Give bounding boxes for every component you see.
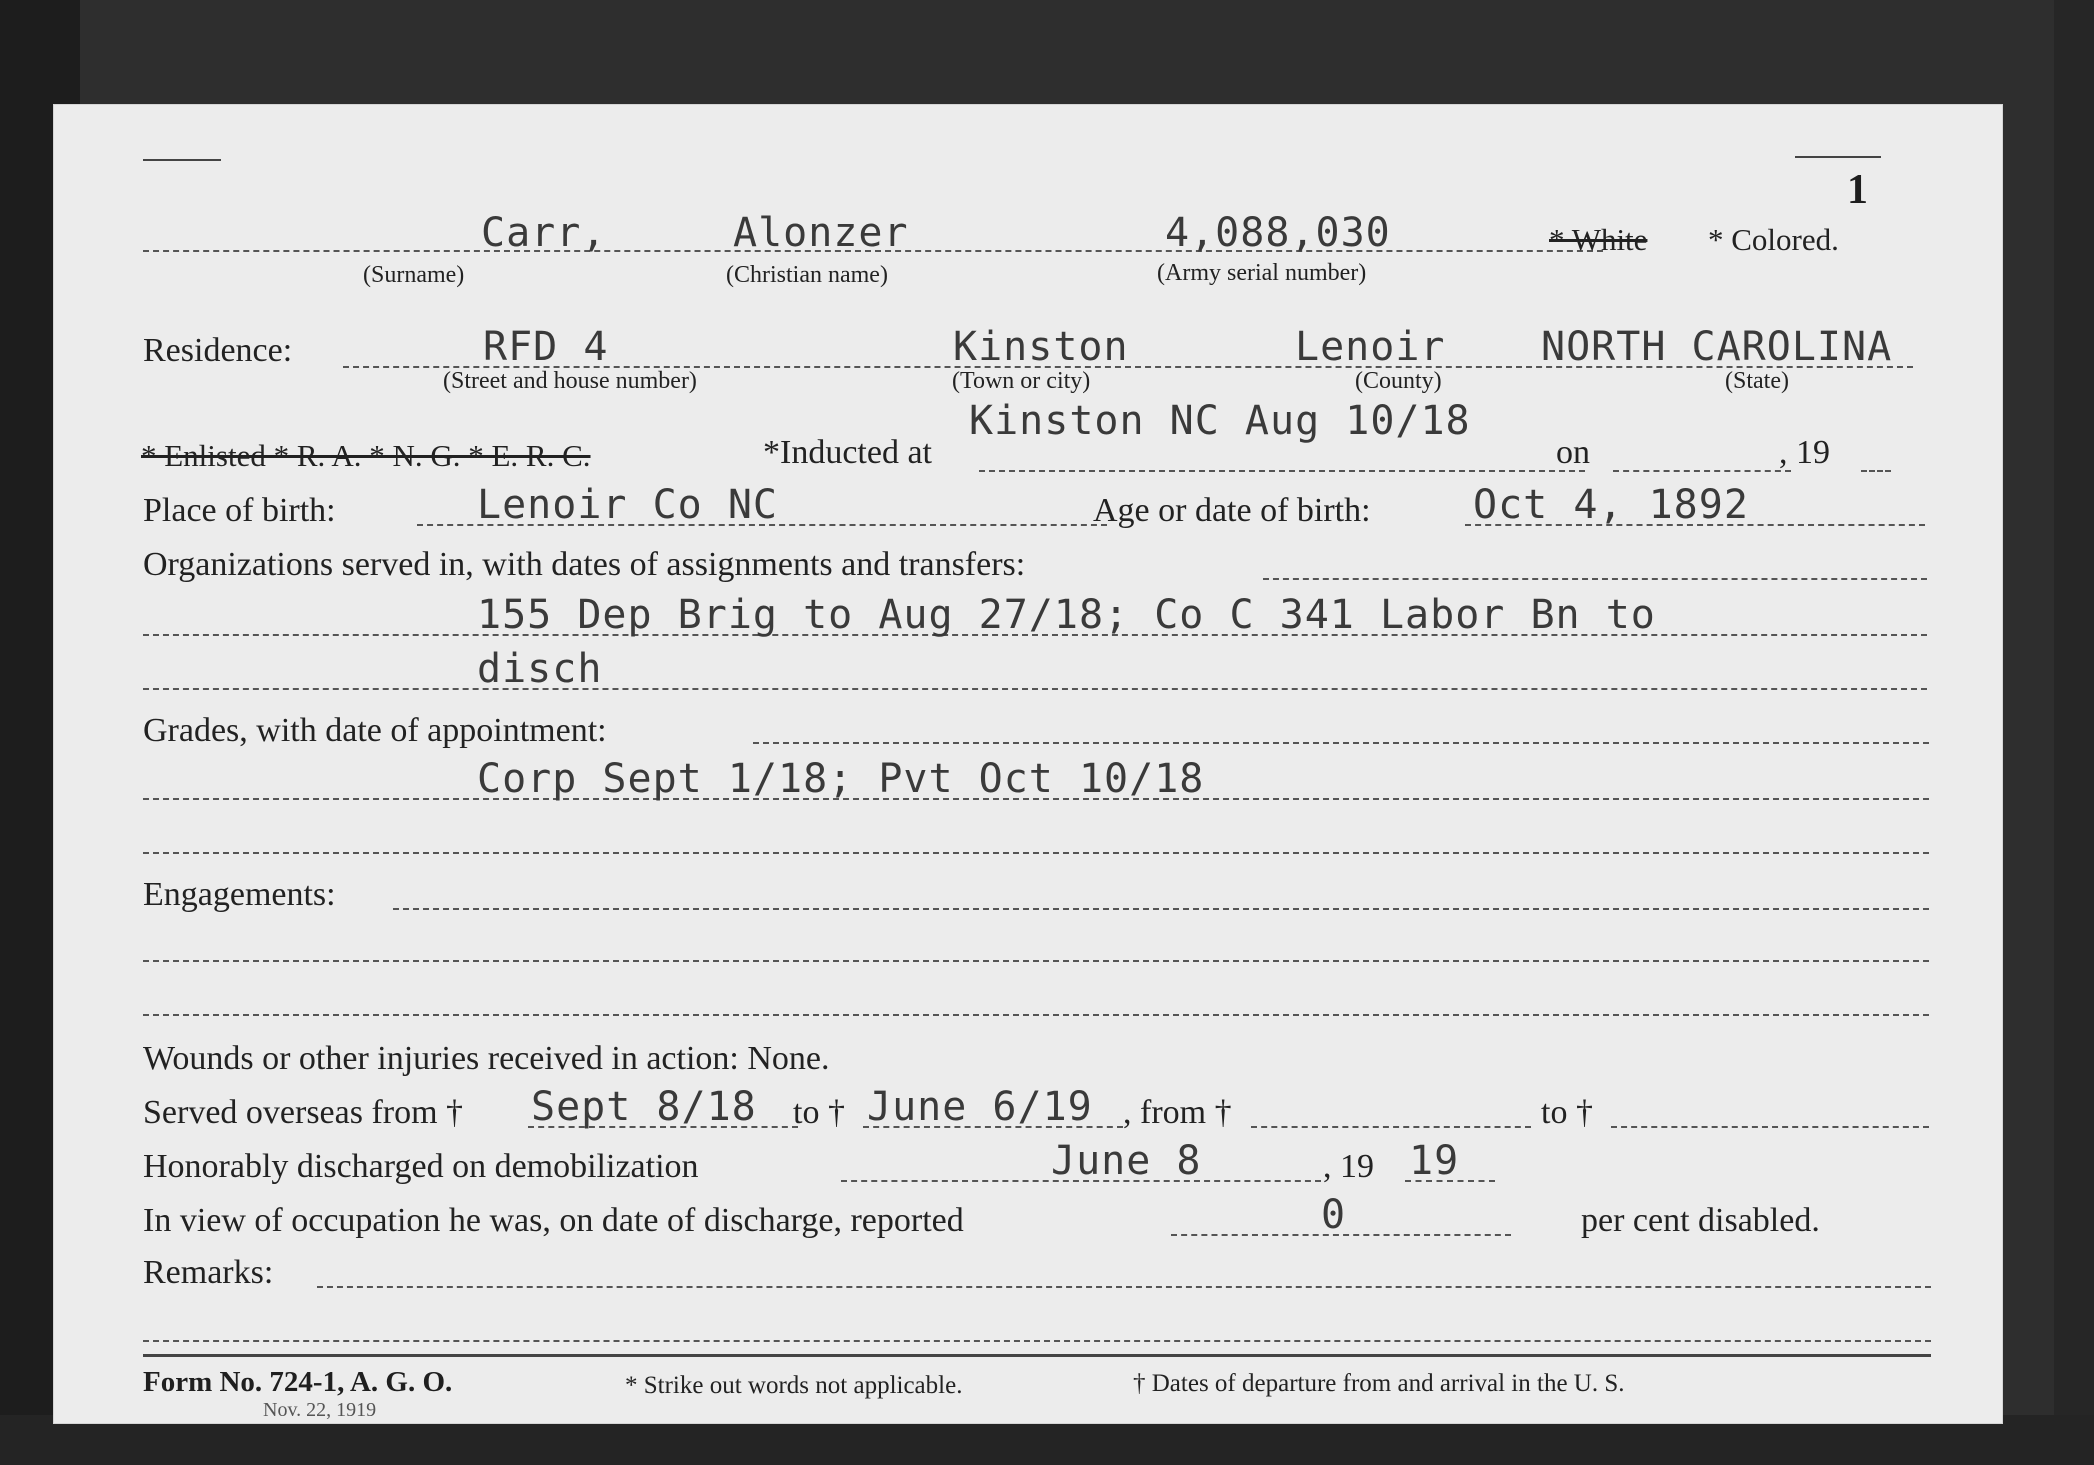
- remarks-line-0: [317, 1286, 1931, 1288]
- form-number: Form No. 724-1, A. G. O.: [143, 1366, 453, 1398]
- residence-county: Lenoir: [1295, 324, 1446, 370]
- race-colored: * Colored.: [1708, 222, 1839, 257]
- wounds-label: Wounds or other injuries received in action: None.: [143, 1040, 830, 1077]
- residence-town: Kinston: [953, 324, 1129, 370]
- remarks-label: Remarks:: [143, 1254, 274, 1291]
- record-card: [53, 104, 2003, 1424]
- engagements-label: Engagements:: [143, 876, 336, 913]
- grades-line-0: [753, 742, 1929, 744]
- grades-line-2: [143, 852, 1929, 854]
- inducted-line: [979, 470, 1585, 472]
- overseas-to-value: June 6/19: [867, 1084, 1093, 1130]
- overseas-to2-line: [1611, 1126, 1929, 1128]
- caption-christian: (Christian name): [726, 262, 888, 288]
- christian-name-value: Alonzer: [733, 210, 909, 256]
- birth-place-label: Place of birth:: [143, 492, 336, 529]
- inducted-label: *Inducted at: [763, 434, 932, 471]
- discharge-year-prefix: , 19: [1323, 1148, 1374, 1185]
- background-right: [2054, 0, 2094, 1465]
- organizations-value-2: disch: [477, 646, 603, 692]
- caption-state: (State): [1725, 368, 1789, 394]
- footnote-strike: * Strike out words not applicable.: [625, 1372, 963, 1399]
- birth-place-value: Lenoir Co NC: [477, 482, 778, 528]
- race-white-struck: * White: [1549, 222, 1648, 257]
- form-date: Nov. 22, 1919: [263, 1399, 377, 1421]
- year-prefix: , 19: [1779, 434, 1830, 471]
- overseas-from-value: Sept 8/18: [531, 1084, 757, 1130]
- enlisted-struck: * Enlisted * R. A. * N. G. * E. R. C.: [141, 438, 591, 473]
- engagements-line-2: [143, 1014, 1929, 1016]
- caption-serial: (Army serial number): [1157, 260, 1367, 286]
- grades-label: Grades, with date of appointment:: [143, 712, 607, 749]
- overseas-label: Served overseas from †: [143, 1094, 464, 1131]
- discharge-year-value: 19: [1409, 1138, 1460, 1184]
- footnote-dates: † Dates of departure from and arrival in the U. S.: [1133, 1370, 1625, 1397]
- overseas-from2-line: [1251, 1126, 1531, 1128]
- discharge-date-value: June 8: [1051, 1138, 1202, 1184]
- residence-state: NORTH CAROLINA: [1541, 324, 1893, 370]
- caption-county: (County): [1355, 368, 1442, 394]
- overseas-from2-label: , from †: [1123, 1094, 1232, 1131]
- on-label: on: [1556, 434, 1590, 471]
- birth-date-value: Oct 4, 1892: [1473, 482, 1749, 528]
- discharge-label: Honorably discharged on demobilization: [143, 1148, 699, 1185]
- residence-street: RFD 4: [483, 324, 609, 370]
- year-line: [1861, 470, 1891, 472]
- residence-label: Residence:: [143, 332, 293, 369]
- engagements-line-1: [143, 960, 1929, 962]
- surname-value: Carr,: [481, 210, 607, 256]
- inducted-value: Kinston NC Aug 10/18: [969, 398, 1471, 444]
- caption-street: (Street and house number): [443, 368, 697, 394]
- age-label: Age or date of birth:: [1093, 492, 1371, 529]
- overseas-to2-label: to †: [1541, 1094, 1593, 1131]
- remarks-line-1: [143, 1340, 1931, 1342]
- on-line: [1613, 470, 1791, 472]
- caption-surname: (Surname): [363, 262, 465, 288]
- footer-rule: [143, 1354, 1931, 1357]
- top-left-rule: [143, 159, 221, 161]
- organizations-value-1: 155 Dep Brig to Aug 27/18; Co C 341 Labor Bn to: [477, 592, 1656, 638]
- disabled-label: per cent disabled.: [1581, 1202, 1820, 1239]
- overseas-to-label: to †: [793, 1094, 845, 1131]
- card-number: 1: [1847, 167, 1868, 213]
- engagements-line-0: [393, 908, 1929, 910]
- organizations-label: Organizations served in, with dates of assignments and transfers:: [143, 546, 1026, 583]
- occupation-label: In view of occupation he was, on date of discharge, reported: [143, 1202, 964, 1239]
- disabled-percent-value: 0: [1321, 1192, 1347, 1238]
- organizations-line-0: [1263, 578, 1927, 580]
- serial-number-value: 4,088,030: [1165, 210, 1391, 256]
- caption-town: (Town or city): [952, 368, 1091, 394]
- grades-value: Corp Sept 1/18; Pvt Oct 10/18: [477, 756, 1205, 802]
- top-right-rule: [1795, 156, 1881, 158]
- organizations-line-2: [143, 688, 1927, 690]
